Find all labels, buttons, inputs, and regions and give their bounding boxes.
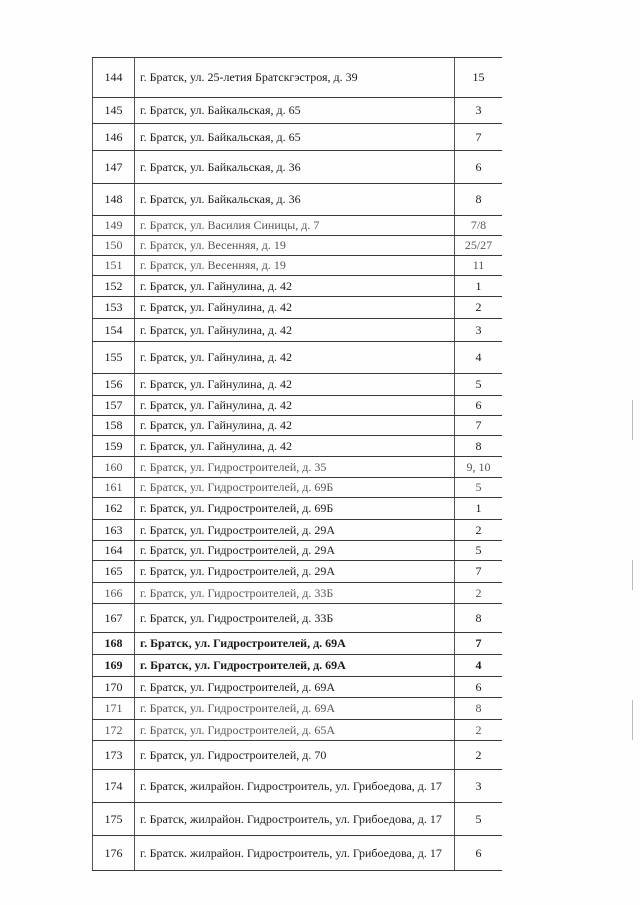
row-value: 8 [455,604,503,633]
row-number: 166 [93,583,135,604]
table-row [93,633,503,655]
row-number: 170 [93,677,135,698]
row-address: г. Братск, ул. Василия Синицы, д. 7 [135,216,455,236]
table-row [93,741,503,770]
row-value: 5 [455,374,503,396]
row-value: 2 [455,297,503,319]
table-row [93,342,503,374]
row-address: г. Братск, ул. Гидростроителей, д. 33Б [135,583,455,604]
row-address: г. Братск, ул. Гидростроителей, д. 69А [135,677,455,698]
row-value: 6 [455,396,503,416]
row-number: 167 [93,604,135,633]
table-row [93,216,503,236]
row-value: 7/8 [455,216,503,236]
row-value: 2 [455,583,503,604]
row-address: г. Братск, ул. Гидростроителей, д. 65А [135,720,455,741]
row-number: 144 [93,58,135,98]
row-value: 6 [455,677,503,698]
row-value: 3 [455,98,503,124]
row-value: 4 [455,342,503,374]
row-address: г. Братск, ул. Гидростроителей, д. 69А [135,655,455,677]
row-address: г. Братск, жилрайон. Гидростроитель, ул. Грибоедова, д. 17 [135,803,455,836]
row-value: 7 [455,416,503,436]
row-value: 4 [455,655,503,677]
row-number: 173 [93,741,135,770]
row-number: 152 [93,276,135,297]
address-table [92,57,502,871]
table-row [93,655,503,677]
row-number: 150 [93,236,135,256]
table-row [93,256,503,276]
row-address: г. Братск, ул. Байкальская, д. 36 [135,151,455,184]
row-value: 3 [455,319,503,342]
table-row [93,583,503,604]
row-value: 9, 10 [455,457,503,478]
row-address: г. Братск, ул. Гайнулина, д. 42 [135,396,455,416]
table-row [93,803,503,836]
table-row [93,436,503,457]
row-number: 154 [93,319,135,342]
row-value: 8 [455,184,503,216]
row-address: г. Братск. жилрайон. Гидростроитель, ул. Грибоедова, д. 17 [135,836,455,871]
row-number: 157 [93,396,135,416]
row-value: 6 [455,836,503,871]
table-row [93,236,503,256]
row-value: 2 [455,520,503,541]
row-value: 7 [455,561,503,583]
row-address: г. Братск, ул. Байкальская, д. 65 [135,124,455,151]
scan-edge-mark [632,700,633,740]
row-address: г. Братск, ул. Весенняя, д. 19 [135,256,455,276]
row-address: г. Братск, ул. Гайнулина, д. 42 [135,276,455,297]
row-address: г. Братск, ул. Гидростроителей, д. 33Б [135,604,455,633]
row-address: г. Братск, ул. Гидростроителей, д. 69А [135,633,455,655]
table-row [93,457,503,478]
table-row [93,520,503,541]
row-address: г. Братск, жилрайон. Гидростроитель, ул. Грибоедова, д. 17 [135,770,455,803]
row-value: 3 [455,770,503,803]
row-address: г. Братск, ул. Гидростроителей, д. 69А [135,698,455,720]
row-value: 2 [455,741,503,770]
table-row [93,319,503,342]
row-address: г. Братск, ул. Гидростроителей, д. 29А [135,541,455,561]
row-address: г. Братск, ул. Гайнулина, д. 42 [135,416,455,436]
row-value: 11 [455,256,503,276]
row-number: 161 [93,478,135,498]
row-address: г. Братск, ул. Гидростроителей, д. 29А [135,561,455,583]
row-number: 164 [93,541,135,561]
row-number: 175 [93,803,135,836]
row-address: г. Братск, ул. Гидростроителей, д. 69Б [135,478,455,498]
table-row [93,374,503,396]
table-row [93,677,503,698]
row-value: 5 [455,478,503,498]
row-address: г. Братск, ул. Гидростроителей, д. 69Б [135,498,455,520]
row-number: 158 [93,416,135,436]
row-number: 162 [93,498,135,520]
row-number: 155 [93,342,135,374]
table-row [93,396,503,416]
row-address: г. Братск, ул. Гайнулина, д. 42 [135,374,455,396]
row-address: г. Братск, ул. Байкальская, д. 65 [135,98,455,124]
table-row [93,416,503,436]
table-row [93,770,503,803]
table-row [93,541,503,561]
row-address: г. Братск, ул. Гидростроителей, д. 29А [135,520,455,541]
row-number: 146 [93,124,135,151]
row-address: г. Братск, ул. Гайнулина, д. 42 [135,297,455,319]
row-number: 149 [93,216,135,236]
row-address: г. Братск, ул. Байкальская, д. 36 [135,184,455,216]
row-value: 1 [455,276,503,297]
row-number: 147 [93,151,135,184]
row-value: 25/27 [455,236,503,256]
row-address: г. Братск, ул. Гайнулина, д. 42 [135,436,455,457]
row-number: 160 [93,457,135,478]
row-value: 8 [455,436,503,457]
row-number: 145 [93,98,135,124]
row-number: 171 [93,698,135,720]
row-number: 174 [93,770,135,803]
table-row [93,698,503,720]
table-row [93,124,503,151]
row-number: 159 [93,436,135,457]
scan-edge-mark [632,560,633,590]
row-number: 172 [93,720,135,741]
table-row [93,58,503,98]
row-value: 1 [455,498,503,520]
table-row [93,297,503,319]
row-address: г. Братск, ул. Гайнулина, д. 42 [135,319,455,342]
row-value: 5 [455,541,503,561]
row-value: 5 [455,803,503,836]
row-value: 15 [455,58,503,98]
row-value: 8 [455,698,503,720]
row-value: 2 [455,720,503,741]
row-number: 165 [93,561,135,583]
row-address: г. Братск, ул. 25-летия Братскгэстроя, д. 39 [135,58,455,98]
row-address: г. Братск, ул. Гайнулина, д. 42 [135,342,455,374]
table-row [93,836,503,871]
row-value: 7 [455,124,503,151]
row-number: 169 [93,655,135,677]
table-row [93,184,503,216]
table-row [93,151,503,184]
row-number: 163 [93,520,135,541]
row-value: 6 [455,151,503,184]
row-value: 7 [455,633,503,655]
row-number: 168 [93,633,135,655]
table-row [93,720,503,741]
table-row [93,98,503,124]
table-row [93,276,503,297]
row-number: 148 [93,184,135,216]
row-address: г. Братск, ул. Гидростроителей, д. 70 [135,741,455,770]
row-number: 156 [93,374,135,396]
table-row [93,604,503,633]
row-number: 151 [93,256,135,276]
row-number: 176 [93,836,135,871]
scan-edge-mark [632,400,633,440]
row-address: г. Братск, ул. Гидростроителей, д. 35 [135,457,455,478]
table-row [93,561,503,583]
row-number: 153 [93,297,135,319]
table-row [93,498,503,520]
row-address: г. Братск, ул. Весенняя, д. 19 [135,236,455,256]
table-row [93,478,503,498]
